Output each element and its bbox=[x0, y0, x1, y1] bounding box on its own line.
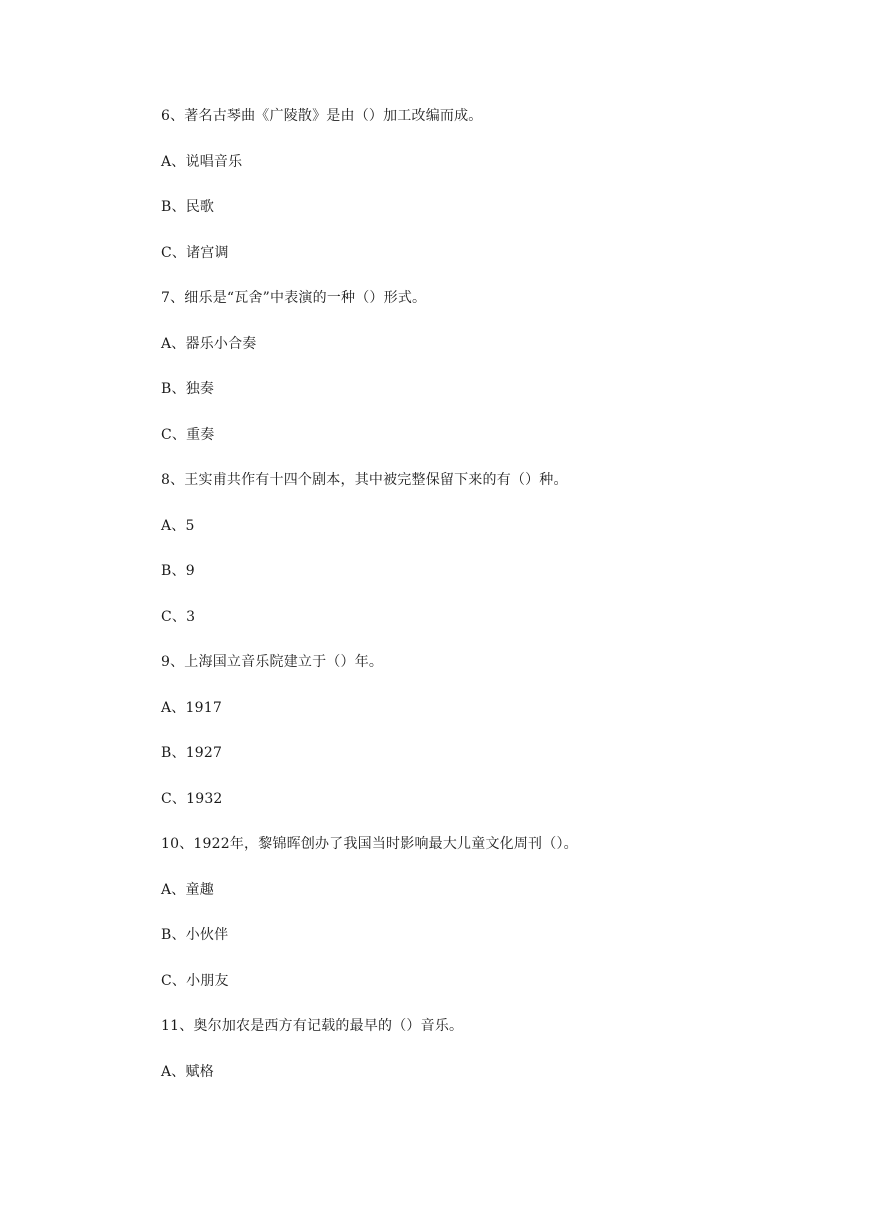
question-10-option-c: C、小朋友 bbox=[161, 973, 229, 989]
question-8-stem: 8、王实甫共作有十四个剧本，其中被完整保留下来的有（）种。 bbox=[161, 472, 568, 488]
question-8-option-b: B、9 bbox=[161, 563, 195, 579]
question-7-stem: 7、细乐是“瓦舍”中表演的一种（）形式。 bbox=[161, 290, 427, 306]
question-10-option-b: B、小伙伴 bbox=[161, 927, 229, 943]
question-9-option-c: C、1932 bbox=[161, 791, 223, 807]
question-6-option-b: B、民歌 bbox=[161, 199, 215, 215]
question-9-option-a: A、1917 bbox=[161, 700, 222, 716]
question-11-option-a: A、赋格 bbox=[161, 1064, 214, 1080]
question-6-option-c: C、诸宫调 bbox=[161, 245, 229, 261]
question-9-option-b: B、1927 bbox=[161, 745, 223, 761]
question-6-option-a: A、说唱音乐 bbox=[161, 154, 243, 170]
question-7-option-a: A、器乐小合奏 bbox=[161, 336, 257, 352]
question-7-option-b: B、独奏 bbox=[161, 381, 215, 397]
question-10-stem: 10、1922年，黎锦晖创办了我国当时影响最大儿童文化周刊（）。 bbox=[161, 836, 578, 852]
question-11-stem: 11、奥尔加农是西方有记载的最早的（）音乐。 bbox=[161, 1018, 464, 1034]
question-6-stem: 6、著名古琴曲《广陵散》是由（）加工改编而成。 bbox=[161, 108, 483, 124]
question-9-stem: 9、上海国立音乐院建立于（）年。 bbox=[161, 654, 384, 670]
question-10-option-a: A、童趣 bbox=[161, 882, 214, 898]
question-7-option-c: C、重奏 bbox=[161, 427, 215, 443]
question-8-option-a: A、5 bbox=[161, 518, 195, 534]
question-8-option-c: C、3 bbox=[161, 609, 196, 625]
